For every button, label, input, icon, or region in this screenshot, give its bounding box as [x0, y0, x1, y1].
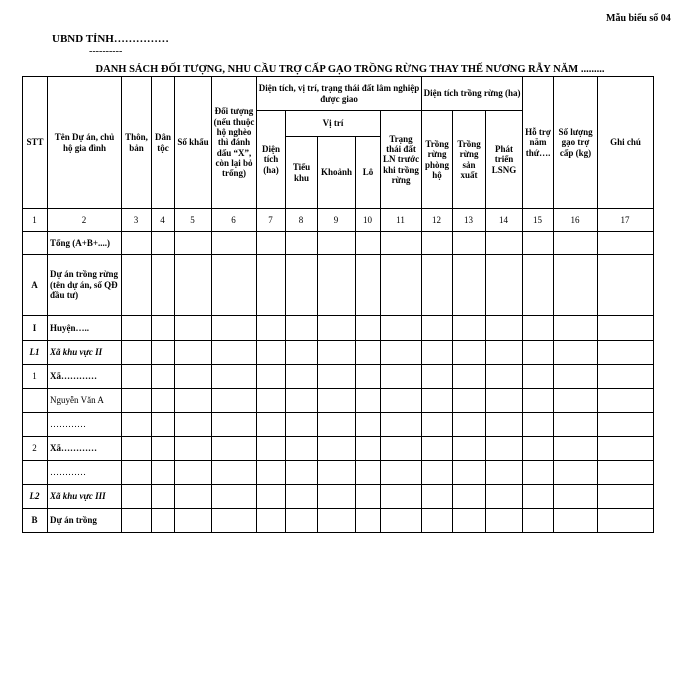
empty-cell	[453, 365, 486, 389]
separator-dashes: ----------	[89, 46, 123, 57]
empty-cell	[523, 389, 554, 413]
empty-cell	[122, 389, 152, 413]
empty-cell	[257, 509, 286, 533]
column-number: 13	[453, 209, 486, 232]
row-name: Huyện…..	[48, 316, 122, 341]
empty-cell	[598, 413, 654, 437]
empty-cell	[212, 461, 257, 485]
empty-cell	[356, 365, 381, 389]
empty-cell	[286, 461, 318, 485]
empty-cell	[175, 365, 212, 389]
empty-cell	[486, 509, 523, 533]
empty-cell	[212, 413, 257, 437]
empty-cell	[486, 255, 523, 316]
empty-cell	[286, 341, 318, 365]
empty-cell	[356, 341, 381, 365]
empty-cell	[554, 509, 598, 533]
column-number: 16	[554, 209, 598, 232]
empty-cell	[212, 341, 257, 365]
empty-cell	[422, 509, 453, 533]
empty-cell	[175, 255, 212, 316]
column-number: 7	[257, 209, 286, 232]
empty-cell	[356, 461, 381, 485]
empty-cell	[598, 389, 654, 413]
empty-cell	[453, 232, 486, 255]
column-number: 8	[286, 209, 318, 232]
header-area: Diện tích (ha)	[257, 111, 286, 209]
header-location: Vị trí	[286, 111, 381, 137]
empty-cell	[381, 485, 422, 509]
empty-cell	[122, 509, 152, 533]
empty-cell	[422, 485, 453, 509]
empty-cell	[318, 255, 356, 316]
empty-cell	[257, 341, 286, 365]
empty-cell	[286, 509, 318, 533]
empty-cell	[523, 341, 554, 365]
column-number: 1	[23, 209, 48, 232]
empty-cell	[356, 316, 381, 341]
column-number-row	[23, 209, 654, 232]
empty-cell	[318, 461, 356, 485]
empty-cell	[122, 461, 152, 485]
empty-cell	[318, 485, 356, 509]
empty-cell	[554, 255, 598, 316]
empty-cell	[152, 316, 175, 341]
table-row	[23, 509, 654, 533]
table-row	[23, 437, 654, 461]
empty-cell	[554, 341, 598, 365]
row-stt	[23, 413, 48, 437]
table-row	[23, 316, 654, 341]
empty-cell	[122, 413, 152, 437]
empty-cell	[318, 341, 356, 365]
header-land-group: Diện tích, vị trí, trạng thái đất lâm nghiệp được giao	[257, 77, 422, 111]
empty-cell	[598, 437, 654, 461]
empty-cell	[212, 389, 257, 413]
header-production: Trồng rừng sản xuất	[453, 111, 486, 209]
table-row	[23, 365, 654, 389]
row-stt	[23, 389, 48, 413]
empty-cell	[486, 437, 523, 461]
row-stt	[23, 461, 48, 485]
empty-cell	[318, 413, 356, 437]
column-number: 12	[422, 209, 453, 232]
empty-cell	[554, 437, 598, 461]
empty-cell	[122, 316, 152, 341]
header-ethnicity: Dân tộc	[152, 77, 175, 209]
empty-cell	[212, 232, 257, 255]
empty-cell	[122, 232, 152, 255]
empty-cell	[598, 341, 654, 365]
empty-cell	[122, 255, 152, 316]
row-name: Xã khu vực II	[48, 341, 122, 365]
empty-cell	[453, 485, 486, 509]
row-stt: A	[23, 255, 48, 316]
empty-cell	[486, 485, 523, 509]
row-name: Dự án trồng rừng (tên dự án, số QĐ đầu tư)	[48, 255, 122, 316]
empty-cell	[453, 341, 486, 365]
empty-cell	[212, 255, 257, 316]
empty-cell	[286, 485, 318, 509]
table-row	[23, 485, 654, 509]
empty-cell	[422, 232, 453, 255]
empty-cell	[486, 232, 523, 255]
empty-cell	[381, 461, 422, 485]
empty-cell	[422, 461, 453, 485]
header-village: Thôn, bản	[122, 77, 152, 209]
column-number: 14	[486, 209, 523, 232]
column-number: 11	[381, 209, 422, 232]
column-number: 2	[48, 209, 122, 232]
empty-cell	[122, 485, 152, 509]
empty-cell	[453, 255, 486, 316]
empty-cell	[486, 341, 523, 365]
row-stt: L2	[23, 485, 48, 509]
empty-cell	[257, 316, 286, 341]
empty-cell	[257, 485, 286, 509]
empty-cell	[318, 437, 356, 461]
empty-cell	[212, 509, 257, 533]
empty-cell	[422, 365, 453, 389]
row-name: Tổng (A+B+....)	[48, 232, 122, 255]
empty-cell	[175, 485, 212, 509]
empty-cell	[286, 389, 318, 413]
empty-cell	[356, 413, 381, 437]
empty-cell	[598, 365, 654, 389]
empty-cell	[554, 461, 598, 485]
empty-cell	[122, 437, 152, 461]
row-name: Xã…………	[48, 437, 122, 461]
empty-cell	[356, 437, 381, 461]
header-support-year: Hỗ trợ năm thứ….	[523, 77, 554, 209]
empty-cell	[486, 413, 523, 437]
empty-cell	[212, 365, 257, 389]
empty-cell	[598, 255, 654, 316]
empty-cell	[212, 437, 257, 461]
empty-cell	[422, 255, 453, 316]
empty-cell	[286, 413, 318, 437]
empty-cell	[318, 232, 356, 255]
empty-cell	[381, 316, 422, 341]
header-poor-household: Đối tượng (nếu thuộc hộ nghèo thì đánh dấu “X”, còn lại bỏ trống)	[212, 77, 257, 209]
empty-cell	[318, 365, 356, 389]
row-stt: 1	[23, 365, 48, 389]
empty-cell	[175, 316, 212, 341]
header-notes: Ghi chú	[598, 77, 654, 209]
empty-cell	[122, 341, 152, 365]
empty-cell	[152, 509, 175, 533]
header-forest-group: Diện tích trồng rừng (ha)	[422, 77, 523, 111]
empty-cell	[554, 485, 598, 509]
empty-cell	[286, 316, 318, 341]
empty-cell	[422, 341, 453, 365]
empty-cell	[257, 413, 286, 437]
header-plot: Khoảnh	[318, 137, 356, 209]
empty-cell	[554, 316, 598, 341]
empty-cell	[381, 389, 422, 413]
empty-cell	[175, 232, 212, 255]
empty-cell	[554, 365, 598, 389]
header-lot: Lô	[356, 137, 381, 209]
empty-cell	[523, 316, 554, 341]
empty-cell	[257, 255, 286, 316]
empty-cell	[286, 232, 318, 255]
empty-cell	[523, 413, 554, 437]
header-ntfp: Phát triển LSNG	[486, 111, 523, 209]
row-name: …………	[48, 461, 122, 485]
empty-cell	[554, 232, 598, 255]
empty-cell	[598, 232, 654, 255]
row-stt: 2	[23, 437, 48, 461]
empty-cell	[318, 509, 356, 533]
header-rice: Số lượng gạo trợ cấp (kg)	[554, 77, 598, 209]
empty-cell	[381, 365, 422, 389]
document-title: DANH SÁCH ĐỐI TƯỢNG, NHU CẦU TRỢ CẤP GẠO TRỒNG RỪNG THAY THẾ NƯƠNG RẪY NĂM .........	[95, 64, 605, 75]
row-name: Dự án trồng	[48, 509, 122, 533]
empty-cell	[523, 255, 554, 316]
empty-cell	[175, 389, 212, 413]
empty-cell	[175, 461, 212, 485]
empty-cell	[257, 365, 286, 389]
empty-cell	[152, 255, 175, 316]
header-land-status: Trạng thái đất LN trước khi trồng rừng	[381, 111, 422, 209]
empty-cell	[381, 255, 422, 316]
table-row	[23, 341, 654, 365]
empty-cell	[486, 316, 523, 341]
row-stt: L1	[23, 341, 48, 365]
empty-cell	[152, 461, 175, 485]
header-stt: STT	[23, 77, 48, 209]
empty-cell	[523, 461, 554, 485]
empty-cell	[453, 461, 486, 485]
empty-cell	[422, 389, 453, 413]
empty-cell	[356, 485, 381, 509]
empty-cell	[523, 485, 554, 509]
column-number: 15	[523, 209, 554, 232]
empty-cell	[175, 413, 212, 437]
empty-cell	[598, 509, 654, 533]
header-project-name: Tên Dự án, chủ hộ gia đình	[48, 77, 122, 209]
empty-cell	[453, 509, 486, 533]
empty-cell	[212, 485, 257, 509]
empty-cell	[422, 413, 453, 437]
table-row	[23, 232, 654, 255]
column-number: 5	[175, 209, 212, 232]
row-name: Xã khu vực III	[48, 485, 122, 509]
empty-cell	[554, 389, 598, 413]
empty-cell	[152, 485, 175, 509]
empty-cell	[318, 389, 356, 413]
empty-cell	[152, 413, 175, 437]
column-number: 17	[598, 209, 654, 232]
form-number: Mẫu biểu số 04	[606, 13, 671, 24]
empty-cell	[356, 509, 381, 533]
row-stt: I	[23, 316, 48, 341]
agency-name: UBND TỈNH……………	[52, 33, 169, 45]
row-stt	[23, 232, 48, 255]
empty-cell	[554, 413, 598, 437]
row-name: Xã…………	[48, 365, 122, 389]
header-persons: Số khẩu	[175, 77, 212, 209]
column-number: 6	[212, 209, 257, 232]
empty-cell	[486, 389, 523, 413]
empty-cell	[286, 365, 318, 389]
empty-cell	[175, 341, 212, 365]
empty-cell	[486, 461, 523, 485]
empty-cell	[257, 232, 286, 255]
table-row	[23, 389, 654, 413]
empty-cell	[152, 389, 175, 413]
empty-cell	[453, 316, 486, 341]
empty-cell	[453, 437, 486, 461]
beneficiary-table	[22, 76, 654, 533]
empty-cell	[257, 389, 286, 413]
column-number: 9	[318, 209, 356, 232]
empty-cell	[381, 437, 422, 461]
empty-cell	[523, 437, 554, 461]
empty-cell	[523, 509, 554, 533]
empty-cell	[422, 316, 453, 341]
empty-cell	[453, 389, 486, 413]
empty-cell	[381, 341, 422, 365]
empty-cell	[356, 389, 381, 413]
empty-cell	[598, 485, 654, 509]
table-row	[23, 413, 654, 437]
empty-cell	[286, 437, 318, 461]
header-sub-zone: Tiểu khu	[286, 137, 318, 209]
empty-cell	[381, 232, 422, 255]
row-name: …………	[48, 413, 122, 437]
empty-cell	[152, 341, 175, 365]
empty-cell	[598, 316, 654, 341]
empty-cell	[356, 232, 381, 255]
empty-cell	[523, 232, 554, 255]
empty-cell	[257, 461, 286, 485]
empty-cell	[486, 365, 523, 389]
column-number: 4	[152, 209, 175, 232]
empty-cell	[175, 509, 212, 533]
empty-cell	[122, 365, 152, 389]
header-protection: Trồng rừng phòng hộ	[422, 111, 453, 209]
row-stt: B	[23, 509, 48, 533]
table-row	[23, 461, 654, 485]
empty-cell	[318, 316, 356, 341]
empty-cell	[286, 255, 318, 316]
empty-cell	[523, 365, 554, 389]
empty-cell	[212, 316, 257, 341]
empty-cell	[257, 437, 286, 461]
empty-cell	[152, 437, 175, 461]
column-number: 10	[356, 209, 381, 232]
empty-cell	[152, 365, 175, 389]
empty-cell	[356, 255, 381, 316]
empty-cell	[422, 437, 453, 461]
empty-cell	[598, 461, 654, 485]
empty-cell	[453, 413, 486, 437]
row-name: Nguyễn Văn A	[48, 389, 122, 413]
empty-cell	[381, 413, 422, 437]
table-row	[23, 255, 654, 316]
empty-cell	[175, 437, 212, 461]
empty-cell	[152, 232, 175, 255]
column-number: 3	[122, 209, 152, 232]
empty-cell	[381, 509, 422, 533]
